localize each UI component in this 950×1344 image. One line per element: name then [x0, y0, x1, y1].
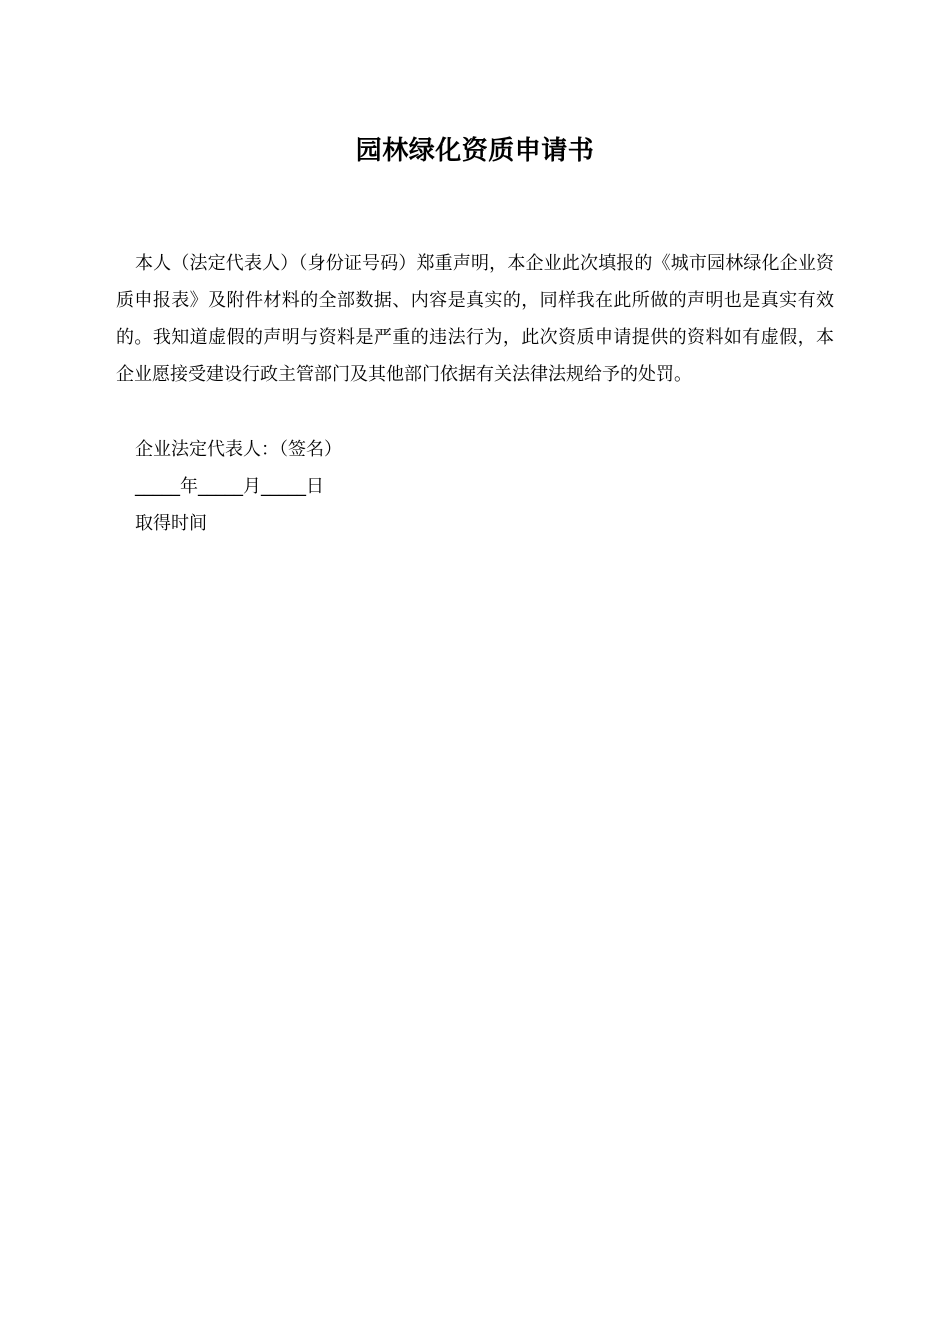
- signature-line: 企业法定代表人：（签名）: [135, 439, 342, 460]
- acquisition-time-line: 取得时间: [135, 513, 207, 534]
- date-line: _____年_____月_____日: [135, 476, 324, 497]
- document-title: 园林绿化资质申请书: [355, 136, 595, 166]
- declaration-paragraph: 本人（法定代表人）（身份证号码）郑重声明，本企业此次填报的《城市园林绿化企业资质申报表》及附件材料的全部数据、内容是真实的，同样我在此所做的声明也是真实有效的。我知道虚假的声明与资料是严重的违法行为，此次资质申请提供的资料如有虚假，本企业愿接受建设行政主管部门及其他部门依据有关法律法规给予的处罚。: [116, 253, 834, 385]
